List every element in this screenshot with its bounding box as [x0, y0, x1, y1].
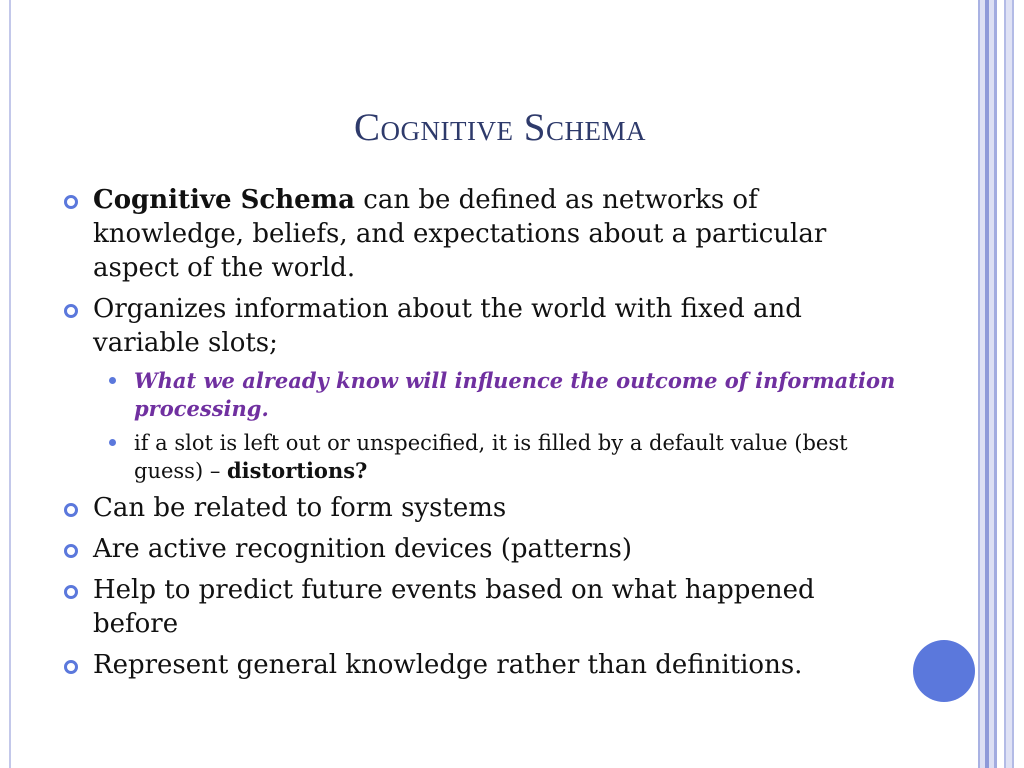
sub-bullet-text: What we already know will influence the outcome of information processing.: [134, 368, 896, 421]
slide-content: [62, 183, 902, 689]
sub-bullet-item: [62, 429, 902, 485]
right-stripe: [1014, 0, 1024, 768]
ring-bullet-icon: [64, 585, 78, 599]
bullet-item: [62, 292, 902, 360]
bullet-item: [62, 532, 902, 566]
sub-bullet-bold: distortions?: [227, 458, 368, 483]
bullet-item: [62, 573, 902, 641]
bullet-bold-term: Cognitive Schema: [93, 185, 355, 215]
bullet-text: Are active recognition devices (patterns): [93, 534, 633, 564]
bullet-text: Help to predict future events based on what happened before: [93, 575, 815, 639]
left-border-line: [9, 0, 11, 768]
bullet-item: [62, 183, 902, 285]
ring-bullet-icon: [64, 544, 78, 558]
slide-title: Cognitive Schema: [354, 106, 646, 149]
ring-bullet-icon: [64, 304, 78, 318]
ring-bullet-icon: [64, 660, 78, 674]
bullet-item: [62, 491, 902, 525]
sub-bullet-item: [62, 367, 902, 423]
sub-bullet-text: if a slot is left out or unspecified, it is filled by a default value (best guess) –: [134, 431, 848, 483]
right-stripe: [997, 0, 1004, 768]
bullet-item: [62, 648, 902, 682]
ring-bullet-icon: [64, 195, 78, 209]
bullet-text: can be defined as networks of knowledge, beliefs, and expectations about a particular aspect of the world.: [93, 185, 827, 283]
dot-bullet-icon: [109, 439, 116, 446]
ring-bullet-icon: [64, 503, 78, 517]
bullet-text: Represent general knowledge rather than definitions.: [93, 650, 803, 680]
bullet-text: Organizes information about the world with fixed and variable slots;: [93, 294, 802, 358]
bullet-text: Can be related to form systems: [93, 493, 507, 523]
dot-bullet-icon: [109, 377, 116, 384]
decorative-circle: [913, 640, 975, 702]
